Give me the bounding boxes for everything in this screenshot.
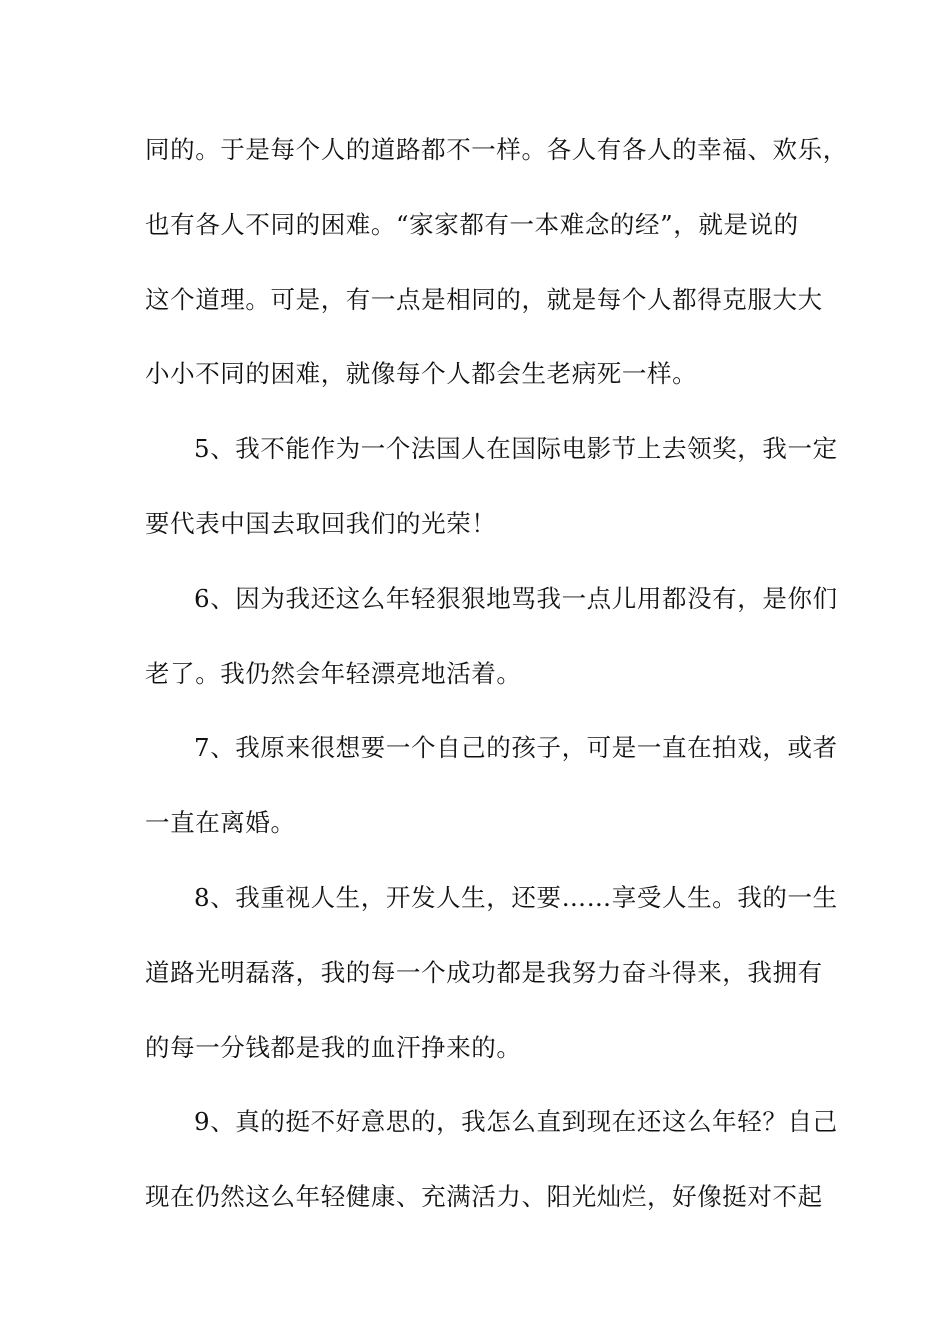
item-6-line-1: 6、因为我还这么年轻狠狠地骂我一点儿用都没有，是你们 [194,583,838,613]
document-body [145,113,848,1235]
item-7-line-1: 7、我原来很想要一个自己的孩子，可是一直在拍戏，或者 [194,733,838,763]
text-line-3: 这个道理。可是，有一点是相同的，就是每个人都得克服大大 [145,284,823,314]
item-5-line-1: 5、我不能作为一个法国人在国际电影节上去领奖，我一定 [194,434,838,464]
item-9-line-2: 现在仍然这么年轻健康、充满活力、阳光灿烂，好像挺对不起 [145,1182,823,1212]
item-6-line-2: 老了。我仍然会年轻漂亮地活着。 [145,658,522,688]
text-line-1: 同的。于是每个人的道路都不一样。各人有各人的幸福、欢乐， [145,135,848,164]
text-line-4: 小小不同的困难，就像每个人都会生老病死一样。 [145,359,698,389]
item-8-line-2: 道路光明磊落，我的每一个成功都是我努力奋斗得来，我拥有 [145,957,823,987]
text-line-2: 也有各人不同的困难。“家家都有一本难念的经”，就是说的 [145,209,799,239]
item-9-line-1: 9、真的挺不好意思的，我怎么直到现在还这么年轻？自己 [194,1107,838,1137]
item-7-line-2: 一直在离婚。 [145,808,296,838]
item-8-line-1: 8、我重视人生，开发人生，还要……享受人生。我的一生 [194,882,838,912]
item-5-line-2: 要代表中国去取回我们的光荣！ [145,508,497,538]
item-8-line-3: 的每一分钱都是我的血汗挣来的。 [145,1032,522,1062]
